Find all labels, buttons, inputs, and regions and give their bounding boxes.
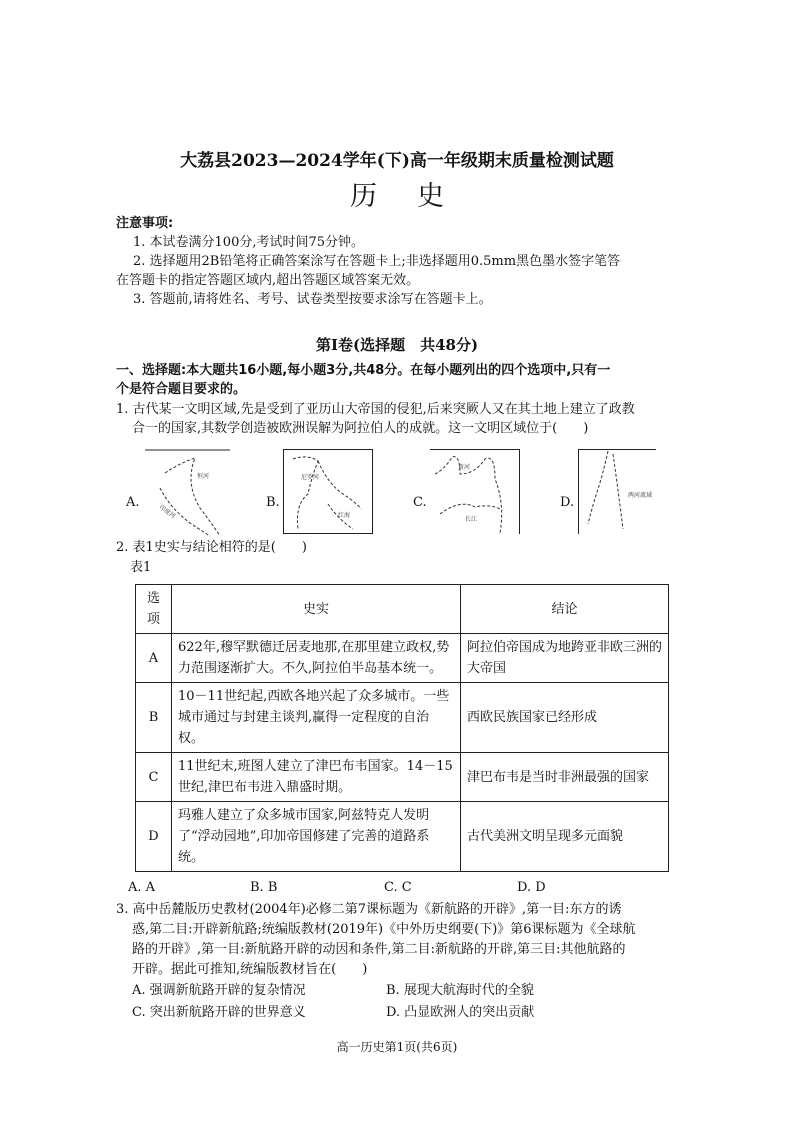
table-caption: 表1	[130, 560, 152, 575]
history-table	[135, 584, 669, 872]
notice-item: 2. 选择题用2B铅笔将正确答案涂写在答题卡上;非选择题用0.5mm黑色墨水签字笔答	[133, 254, 621, 269]
q1-option-d-label: D.	[560, 495, 575, 510]
q3-stem: 3. 高中岳麓版历史教材(2004年)必修二第7课标题为《新航路的开辟》,第一目:东方的诱	[116, 902, 622, 917]
header-fact: 史实	[172, 585, 461, 634]
q3-option-c: C. 突出新航路开辟的世界意义	[132, 1005, 306, 1020]
map-c-label-yangtze: 长江	[465, 516, 478, 523]
table-row	[136, 753, 669, 802]
map-a-image	[145, 448, 235, 538]
notice-item: 1. 本试卷满分100分,考试时间75分钟。	[133, 235, 365, 250]
row-option: A	[136, 634, 172, 683]
subject-title: 历史	[350, 181, 484, 212]
table-row	[136, 802, 669, 872]
q3-option-d: D. 凸显欧洲人的突出贡献	[386, 1005, 535, 1020]
q2-answer-c: C. C	[384, 880, 412, 895]
header-conclusion: 结论	[461, 585, 669, 634]
page-footer: 高一历史第1页(共6页)	[336, 1040, 458, 1054]
map-c-image	[430, 449, 520, 534]
q1-option-b-label: B.	[266, 495, 280, 510]
row-option: C	[136, 753, 172, 802]
q1-option-a-label: A.	[126, 495, 140, 510]
notice-heading: 注意事项:	[116, 216, 174, 231]
section-instruction: 一、选择题:本大题共16小题,每小题3分,共48分。在每小题列出的四个选项中,只有一	[116, 363, 611, 378]
q2-answer-d: D. D	[517, 880, 546, 895]
row-fact: 10－11世纪起,西欧各地兴起了众多城市。一些城市通过与封建主谈判,赢得一定程度的自治权。	[172, 683, 461, 753]
row-conclusion: 西欧民族国家已经形成	[461, 683, 669, 753]
q3-stem-3: 路的开辟》,第一目:新航路开辟的动因和条件,第二目:新航路的开辟,第三目:其他航路的	[132, 942, 626, 957]
q1-stem: 1. 古代某一文明区域,先是受到了亚历山大帝国的侵犯,后来突厥人又在其土地上建立了政教	[116, 402, 635, 417]
q2-stem: 2. 表1史实与结论相符的是( )	[116, 540, 307, 555]
row-fact: 622年,穆罕默德迁居麦地那,在那里建立政权,势力范围逐渐扩大。不久,阿拉伯半岛基本统一。	[172, 634, 461, 683]
map-b-image	[283, 449, 373, 534]
row-option: D	[136, 802, 172, 872]
notice-item: 3. 答题前,请将姓名、考号、试卷类型按要求涂写在答题卡上。	[133, 292, 492, 307]
table-row	[136, 683, 669, 753]
row-conclusion: 津巴布韦是当时非洲最强的国家	[461, 753, 669, 802]
q3-options-row-1	[0, 980, 794, 1002]
q3-stem-2: 惑,第二目:开辟新航路;统编版教材(2019年)《中外历史纲要(下)》第6课标题为《全球航	[132, 922, 636, 937]
map-b-label-nile: 尼罗河	[301, 474, 320, 481]
q1-option-c-label: C.	[413, 495, 427, 510]
exam-title: 大荔县2023—2024学年(下)高一年级期末质量检测试题	[180, 151, 614, 171]
map-d-image	[578, 449, 658, 534]
row-fact: 玛雅人建立了众多城市国家,阿兹特克人发明了“浮动园地”,印加帝国修建了完善的道路系统。	[172, 802, 461, 872]
map-a-label-indus: 印度河	[157, 503, 177, 520]
section-instruction-2: 个是符合题目要求的。	[116, 382, 247, 397]
row-option: B	[136, 683, 172, 753]
map-d-label: 两河流域	[628, 492, 653, 499]
q3-options-row-2	[0, 1002, 794, 1024]
q3-option-b: B. 展现大航海时代的全貌	[386, 983, 534, 998]
map-c-label-yellow: 黄河	[458, 464, 471, 471]
header-option: 选项	[136, 585, 172, 634]
row-conclusion: 古代美洲文明呈现多元面貌	[461, 802, 669, 872]
q2-answers	[0, 878, 794, 900]
q1-stem-2: 合一的国家,其数学创造被欧洲误解为阿拉伯人的成就。这一文明区域位于( )	[132, 421, 589, 436]
map-a-label-ganges: 恒河	[197, 473, 210, 480]
notice-item: 在答题卡的指定答题区域内,超出答题区域答案无效。	[116, 273, 420, 288]
row-fact: 11世纪末,班图人建立了津巴布韦国家。14－15世纪,津巴布韦进入鼎盛时期。	[172, 753, 461, 802]
q2-answer-a: A. A	[128, 880, 156, 895]
q2-answer-b: B. B	[250, 880, 278, 895]
content-flow	[0, 538, 794, 1056]
q3-option-a: A. 强调新航路开辟的复杂情况	[132, 983, 306, 998]
map-b-label-redsea: 红海	[338, 512, 351, 519]
section-title: 第Ⅰ卷(选择题 共48分)	[315, 336, 479, 354]
q3-stem-4: 开辟。据此可推知,统编版教材旨在( )	[132, 962, 368, 977]
row-conclusion: 阿拉伯帝国成为地跨亚非欧三洲的大帝国	[461, 634, 669, 683]
table-row	[136, 634, 669, 683]
